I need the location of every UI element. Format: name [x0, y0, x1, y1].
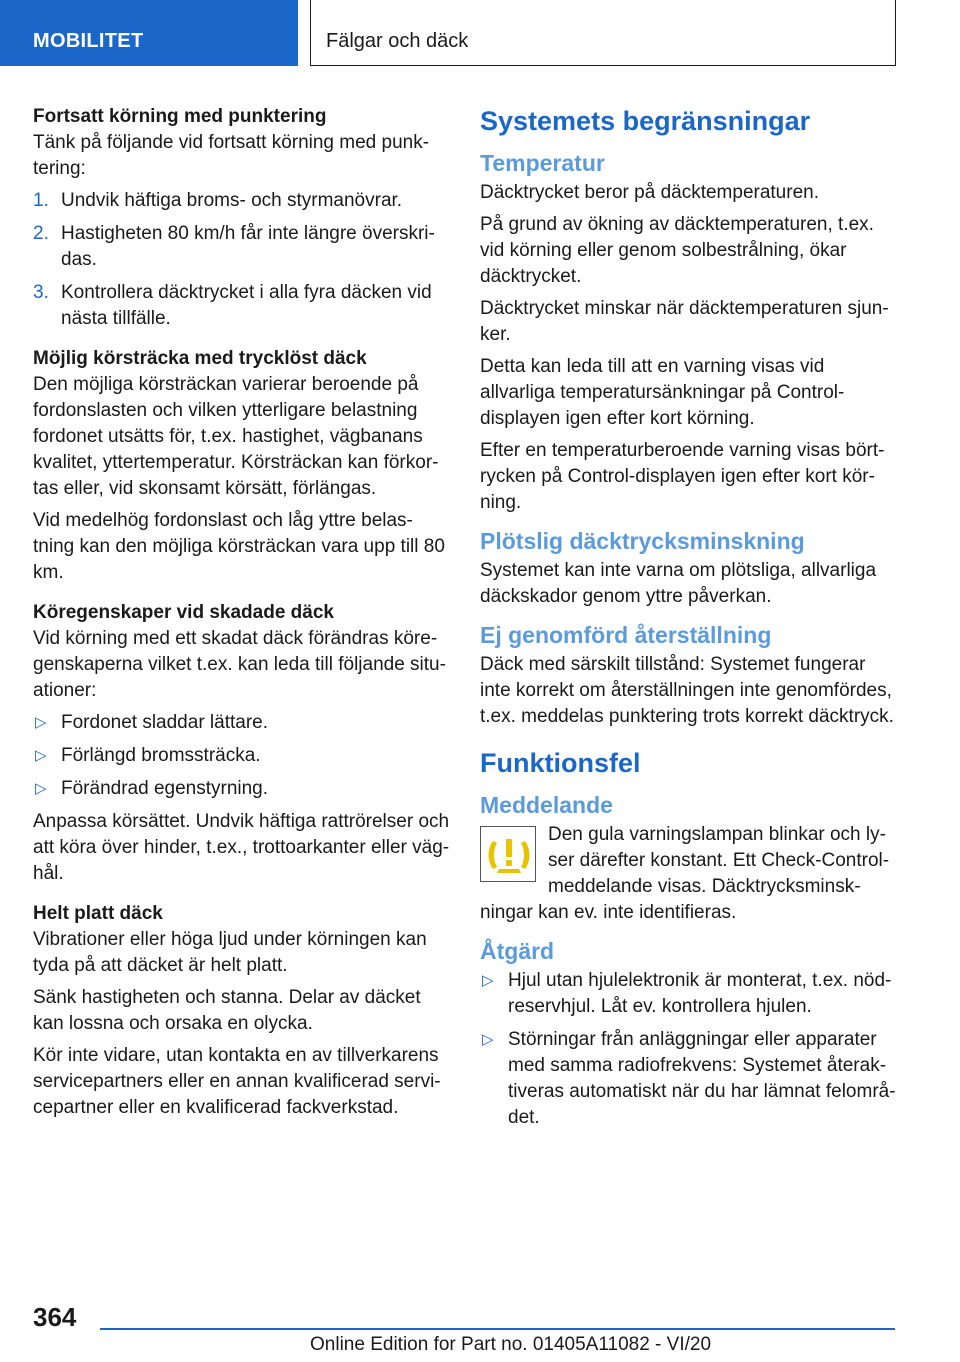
- message-block: [480, 822, 900, 926]
- paragraph: Anpassa körsättet. Undvik häftiga rattrörelser och att köra över hinder, t.ex., trottoarkanter eller väg-hål.: [33, 811, 450, 884]
- heading-continued-driving: Fortsatt körning med punktering: [33, 106, 327, 127]
- step-text: Hastigheten 80 km/h får inte längre överskri-das.: [61, 223, 435, 270]
- step-text: Kontrollera däcktrycket i alla fyra däcken vid nästa tillfälle.: [61, 282, 432, 329]
- footer-divider: [100, 1328, 895, 1330]
- paragraph: Efter en temperaturberoende varning visas bört-rycken på Control-displayen igen efter kort kör-ning.: [480, 440, 885, 513]
- right-column: [480, 104, 900, 1138]
- paragraph: Däcktrycket minskar när däcktemperaturen sjun-ker.: [480, 298, 889, 345]
- tire-pressure-warning-icon: [480, 826, 536, 882]
- bullet-text: Störningar från anläggningar eller apparater med samma radiofrekvens: Systemet återak-tiveras automatiskt när du har lämnat felområ-det.: [508, 1029, 896, 1128]
- numbered-list: [33, 188, 451, 332]
- triangle-bullet-icon: ▷: [482, 972, 494, 989]
- heading-handling: Köregenskaper vid skadade däck: [33, 602, 334, 623]
- paragraph: Sänk hastigheten och stanna. Delar av däcket kan lossna och orsaka en olycka.: [33, 987, 421, 1034]
- paragraph: Den gula varningslampan blinkar och ly-ser därefter konstant. Ett Check-Control-meddelande visas. Däcktrycksminsk-ningar kan ev. inte identifieras.: [480, 824, 890, 923]
- header-section-tab: [0, 0, 298, 66]
- heading-action: Åtgärd: [480, 938, 555, 964]
- paragraph: Den möjliga körsträckan varierar beroende på fordonslasten och vilken ytterligare belastning fordonet utsätts för, t.ex. hastighet, vägbanans kvalitet, yttertemperatur. Körsträckan kan förkor-tas eller, vid skonsamt körsätt, förlängas.: [33, 374, 439, 499]
- bullet-text: Hjul utan hjulelektronik är monterat, t.ex. nöd-reservhjul. Låt ev. kontrollera hjulen.: [508, 970, 892, 1017]
- list-item: [33, 743, 451, 769]
- heading-malfunction: Funktionsfel: [480, 748, 641, 778]
- paragraph: Däcktrycket beror på däcktemperaturen.: [480, 182, 819, 203]
- paragraph: Vid körning med ett skadat däck förändras köre-genskaperna vilket t.ex. kan leda till följande situ-ationer:: [33, 628, 446, 701]
- step-text: Undvik häftiga broms- och styrmanövrar.: [61, 190, 403, 211]
- triangle-bullet-icon: ▷: [35, 714, 47, 731]
- bullet-text: Förlängd bromssträcka.: [61, 745, 261, 766]
- list-item: [33, 710, 451, 736]
- section-title: MOBILITET: [33, 30, 144, 52]
- paragraph: Tänk på följande vid fortsatt körning med punk-tering:: [33, 132, 430, 179]
- footer-edition: Online Edition for Part no. 01405A11082 - VI/20: [310, 1334, 712, 1355]
- heading-reset-not-performed: Ej genomförd återställning: [480, 622, 772, 648]
- list-item: [33, 221, 451, 273]
- paragraph: Vid medelhög fordonslast och låg yttre belas-tning kan den möjliga körsträckan vara upp till 80 km.: [33, 510, 445, 583]
- chapter-title: Fälgar och däck: [326, 30, 469, 52]
- bullet-list: [33, 710, 451, 802]
- bullet-text: Förändrad egenstyrning.: [61, 778, 269, 799]
- list-item: [480, 968, 900, 1020]
- triangle-bullet-icon: ▷: [482, 1031, 494, 1048]
- list-item: [33, 188, 451, 214]
- paragraph: Detta kan leda till att en varning visas vid allvarliga temperatursänkningar på Control-displayen igen efter kort körning.: [480, 356, 845, 429]
- heading-temperature: Temperatur: [480, 150, 605, 176]
- heading-system-limits: Systemets begränsningar: [480, 106, 811, 136]
- step-number: 3.: [33, 282, 49, 303]
- paragraph: Däck med särskilt tillstånd: Systemet fungerar inte korrekt om återställningen inte genomfördes, t.ex. meddelas punktering trots korrekt däcktryck.: [480, 654, 894, 727]
- page-number: 364: [33, 1302, 77, 1332]
- bullet-text: Fordonet sladdar lättare.: [61, 712, 269, 733]
- list-item: [33, 280, 451, 332]
- paragraph: Kör inte vidare, utan kontakta en av tillverkarens servicepartners eller en annan kvalificerad servi-cepartner eller en kvalificerad fackverkstad.: [33, 1045, 441, 1118]
- paragraph: Vibrationer eller höga ljud under körningen kan tyda på att däcket är helt platt.: [33, 929, 427, 976]
- heading-message: Meddelande: [480, 792, 613, 818]
- heading-flat-tire: Helt platt däck: [33, 903, 163, 924]
- step-number: 2.: [33, 223, 49, 244]
- bullet-list: [480, 968, 900, 1131]
- paragraph: Systemet kan inte varna om plötsliga, allvarliga däckskador genom yttre påverkan.: [480, 560, 877, 607]
- heading-driving-range: Möjlig körsträcka med trycklöst däck: [33, 348, 367, 369]
- triangle-bullet-icon: ▷: [35, 780, 47, 797]
- list-item: [33, 776, 451, 802]
- step-number: 1.: [33, 190, 49, 211]
- list-item: [480, 1027, 900, 1131]
- header-chapter-box: [310, 0, 896, 66]
- left-column: [33, 104, 451, 1127]
- triangle-bullet-icon: ▷: [35, 747, 47, 764]
- heading-sudden-pressure-loss: Plötslig däcktrycksminskning: [480, 528, 805, 554]
- paragraph: På grund av ökning av däcktemperaturen, t.ex. vid körning eller genom solbestrålning, ökar däcktrycket.: [480, 214, 874, 287]
